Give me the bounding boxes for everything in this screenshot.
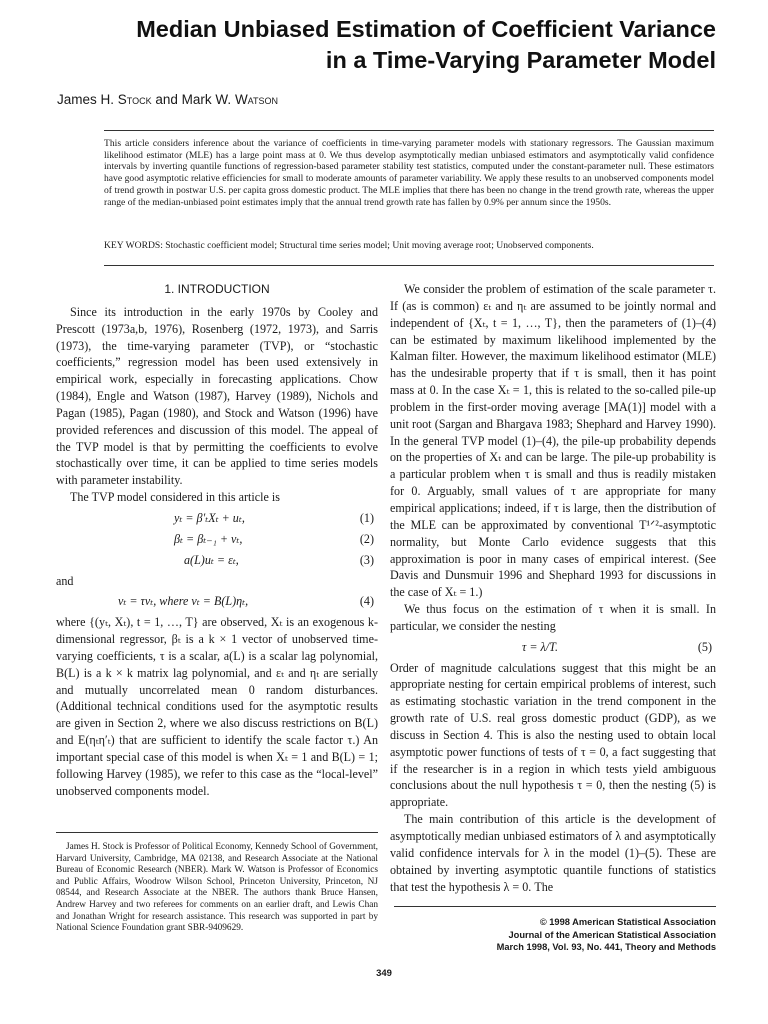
- right-paragraph-2: We thus focus on the estimation of τ when it is small. In particular, we consider the nesting: [390, 602, 716, 633]
- left-column: [56, 281, 378, 799]
- right-paragraph-3: Order of magnitude calculations suggest that this might be an appropriate nesting for certain empirical problems of interest, such as estimating stochastic variation in the trend component in the growth rate of U.S. real gross domestic product (GDP), as we discuss in Section 4. This is also the nesting used to obtain local asymptotic power functions of tests of τ = 0, a fact suggesting that if the researcher is in a region in which tests yield ambiguous conclusions about the null hypothesis τ = 0, then the nesting (5) is appropriate.: [390, 660, 716, 810]
- intro-paragraph-3: where {(yₜ, Xₜ), t = 1, …, T} are observed, Xₜ is an exogenous k-dimensional regressor, βₜ is a k × 1 vector of unobserved time-varying coefficients, τ is a scalar, a(L) is a scalar lag polynomial, B(L) is a k × k matrix lag polynomial, and εₜ and ηₜ are serially and mutually uncorrelated mean 0 random disturbances. (Additional technical conditions used for the asymptotic results are given in Section 2, where we also discuss restrictions on B(L) and E(ηₜη′ₜ) that are sufficient to identify the scale factor τ.) An important special case of this model is when Xₜ = 1 and B(L) = 1; following Harvey (1985), we refer to this case as the “local-level” unobserved components model.: [56, 615, 378, 798]
- equation-5-number: (5): [697, 639, 712, 654]
- right-paragraph-1: We consider the problem of estimation of the scale parameter τ. If (as is common) εₜ and ηₜ are assumed to be jointly normal and independent of {Xₜ, t = 1, …, T}, then the parameters of (1)–(4) can be estimated by maximum likelihood implemented by the Kalman filter. However, the maximum likelihood estimator (MLE) has the undesirable property that if τ is small, then it has point mass at 0. In the case Xₜ = 1, this is related to the so-called pile-up problem in the first-order moving average [MA(1)] model with a unit root (Sargan and Bhargava 1983; Shephard and Harvey 1990). In the general TVP model (1)–(4), the pile-up probability depends on the properties of Xₜ and can be large. The pile-up probability is a particular problem when τ is small and thus is readily mistaken for 0. Arguably, small values of τ are appropriate for many empirical applications; indeed, if τ is large, then the distribution of the MLE can be approximated by conventional T¹ᐟ²-asymptotic normality, but Monte Carlo evidence suggests that this approximation is poor in many cases of empirical interest. (See Davis and Dunsmuir 1996 and Shephard 1993 for discussions in the case of Xₜ = 1.): [390, 282, 716, 600]
- keywords: KEY WORDS: Stochastic coefficient model; Structural time series model; Unit moving average root; Unobserved components.: [104, 240, 594, 251]
- equation-2-number: (2): [359, 531, 374, 546]
- page-number: 349: [376, 968, 392, 979]
- author-and: and Mark W.: [155, 92, 232, 107]
- author1-first: James H.: [57, 92, 115, 107]
- footnote-rule: [56, 832, 378, 833]
- author2-last: Watson: [234, 92, 279, 107]
- equation-1: [56, 510, 378, 527]
- title-line-2: in a Time-Varying Parameter Model: [325, 47, 716, 73]
- abstract: This article considers inference about the variance of coefficients in time-varying parameter models with stationary regressors. The Gaussian maximum likelihood estimator (MLE) has a large point mass at 0. We thus develop asymptotically median unbiased estimators and asymptotically valid confidence intervals by inverting quantile functions of regression-based parameter stability test statistics, computed under the constant-parameter null. These estimators have good asymptotic relative efficiencies for small to moderate amounts of parameter variability. We apply these results to an unobserved components model of trend growth in postwar U.S. per capita gross domestic product. The MLE implies that there has been no change in the trend growth rate, whereas the upper range of the median-unbiased point estimates imply that the annual trend growth rate has fallen by 0.9% per annum since the 1950s.: [104, 138, 714, 208]
- equation-4: [56, 593, 378, 610]
- author-line: [57, 92, 278, 107]
- equation-5: [390, 639, 716, 656]
- intro-paragraph-2: The TVP model considered in this article is: [70, 490, 280, 505]
- journal-issue: March 1998, Vol. 93, No. 441, Theory and Methods: [496, 942, 716, 953]
- abstract-bottom-rule: [104, 265, 714, 266]
- abstract-top-rule: [104, 130, 714, 131]
- equation-1-number: (1): [359, 510, 374, 525]
- right-column: [390, 281, 716, 895]
- equation-1-body: yₜ = β′ₜXₜ + uₜ,: [174, 510, 245, 525]
- journal-rule: [394, 906, 716, 907]
- title-line-1: Median Unbiased Estimation of Coefficient Variance: [136, 16, 716, 42]
- equation-4-number: (4): [359, 594, 374, 609]
- equation-2: [56, 531, 378, 548]
- journal-info: [386, 916, 716, 954]
- section-heading: 1. INTRODUCTION: [164, 282, 270, 296]
- equation-3: [56, 552, 378, 569]
- paper-title: [36, 14, 716, 76]
- equation-3-body: a(L)uₜ = εₜ,: [184, 552, 239, 567]
- equation-3-number: (3): [359, 552, 374, 567]
- right-paragraph-4: The main contribution of this article is the development of asymptotically median unbiased estimators of λ and asymptotically valid confidence intervals for λ in the model (1)–(5). These are obtained by inverting asymptotic quantile functions of statistics that test the hypothesis λ = 0. The: [390, 812, 716, 894]
- equation-5-body: τ = λ/T.: [522, 639, 558, 654]
- and-word: and: [56, 573, 74, 588]
- author-footnote: James H. Stock is Professor of Political Economy, Kennedy School of Government, Harvard University, Cambridge, MA 02138, and Research Associate at the National Bureau of Economic Research (NBER). Mark W. Watson is Professor of Economics and Public Affairs, Woodrow Wilson School, Princeton University, Princeton, NJ 08544, and Research Associate at the NBER. The authors thank Bruce Hansen, Andrew Harvey and two referees for comments on an earlier draft, and Lewis Chan and Jonathan Wright for research assistance. This research was supported in part by National Science Foundation grant SBR-9409629.: [56, 842, 378, 934]
- copyright-line: © 1998 American Statistical Association: [539, 917, 716, 927]
- equation-4-body: vₜ = τνₜ, where νₜ = B(L)ηₜ,: [118, 594, 249, 609]
- equation-2-body: βₜ = βₜ₋₁ + vₜ,: [174, 531, 243, 546]
- author1-last: Stock: [117, 92, 152, 107]
- intro-paragraph-1: Since its introduction in the early 1970s by Cooley and Prescott (1973a,b, 1976), Rosenberg (1972, 1973), and Sarris (1973), the time-varying parameter (TVP), or “stochastic coefficients,” regression model has been used extensively in empirical work, especially in forecasting applications. Chow (1984), Engle and Watson (1987), Harvey (1989), Nichols and Pagan (1985), Pagan (1980), and Stock and Watson (1996) have provided references and discussion of this model. The appeal of the TVP model is that by permitting the coefficients to evolve stochastically over time, it can be applied to time series models with parameter instability.: [56, 304, 378, 488]
- journal-name: Journal of the American Statistical Association: [508, 929, 716, 940]
